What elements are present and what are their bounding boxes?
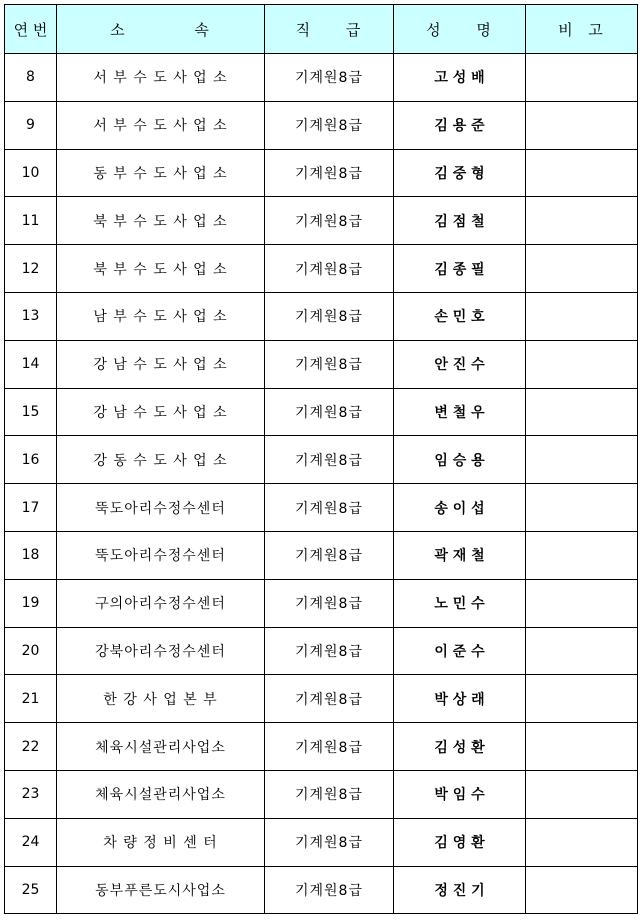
row-name: 이 준 수	[394, 627, 526, 675]
row-affiliation: 강 남 수 도 사 업 소	[57, 388, 265, 436]
row-remarks	[526, 818, 638, 866]
table-body	[5, 54, 638, 914]
table-row	[5, 245, 638, 293]
row-affiliation: 서 부 수 도 사 업 소	[57, 101, 265, 149]
row-grade: 기계원8급	[265, 101, 394, 149]
table-row	[5, 101, 638, 149]
row-name: 박 임 수	[394, 770, 526, 818]
row-name: 김 영 환	[394, 818, 526, 866]
row-name: 노 민 수	[394, 579, 526, 627]
table-row	[5, 531, 638, 579]
header-remarks: 비 고	[526, 5, 638, 54]
row-serial-number: 12	[5, 245, 57, 293]
row-affiliation: 뚝도아리수정수센터	[57, 531, 265, 579]
header-row	[5, 5, 638, 54]
row-serial-number: 22	[5, 723, 57, 771]
row-serial-number: 18	[5, 531, 57, 579]
row-name: 김 종 필	[394, 245, 526, 293]
row-grade: 기계원8급	[265, 627, 394, 675]
row-remarks	[526, 436, 638, 484]
row-grade: 기계원8급	[265, 531, 394, 579]
row-serial-number: 16	[5, 436, 57, 484]
row-remarks	[526, 579, 638, 627]
row-name: 안 진 수	[394, 340, 526, 388]
row-name: 송 이 섭	[394, 484, 526, 532]
row-affiliation: 강 동 수 도 사 업 소	[57, 436, 265, 484]
header-affiliation: 소 속	[57, 5, 265, 54]
row-affiliation: 북 부 수 도 사 업 소	[57, 197, 265, 245]
row-remarks	[526, 866, 638, 914]
row-affiliation: 뚝도아리수정수센터	[57, 484, 265, 532]
row-affiliation: 서 부 수 도 사 업 소	[57, 54, 265, 102]
header-grade: 직 급	[265, 5, 394, 54]
row-grade: 기계원8급	[265, 484, 394, 532]
row-serial-number: 8	[5, 54, 57, 102]
row-serial-number: 11	[5, 197, 57, 245]
row-remarks	[526, 770, 638, 818]
row-grade: 기계원8급	[265, 770, 394, 818]
row-remarks	[526, 149, 638, 197]
row-name: 변 철 우	[394, 388, 526, 436]
row-grade: 기계원8급	[265, 579, 394, 627]
row-remarks	[526, 197, 638, 245]
row-affiliation: 북 부 수 도 사 업 소	[57, 245, 265, 293]
row-name: 임 승 용	[394, 436, 526, 484]
row-remarks	[526, 388, 638, 436]
table-row	[5, 436, 638, 484]
row-grade: 기계원8급	[265, 292, 394, 340]
table-row	[5, 866, 638, 914]
row-affiliation: 동 부 수 도 사 업 소	[57, 149, 265, 197]
row-remarks	[526, 627, 638, 675]
row-grade: 기계원8급	[265, 245, 394, 293]
table-row	[5, 54, 638, 102]
row-serial-number: 9	[5, 101, 57, 149]
row-grade: 기계원8급	[265, 866, 394, 914]
row-affiliation: 남 부 수 도 사 업 소	[57, 292, 265, 340]
row-name: 손 민 호	[394, 292, 526, 340]
table-row	[5, 579, 638, 627]
table-row	[5, 388, 638, 436]
row-affiliation: 구의아리수정수센터	[57, 579, 265, 627]
table-row	[5, 723, 638, 771]
row-name: 김 점 철	[394, 197, 526, 245]
table-row	[5, 292, 638, 340]
row-remarks	[526, 484, 638, 532]
header-serial-number: 연 번	[5, 5, 57, 54]
row-name: 고 성 배	[394, 54, 526, 102]
table-row	[5, 149, 638, 197]
row-affiliation: 강 남 수 도 사 업 소	[57, 340, 265, 388]
row-grade: 기계원8급	[265, 340, 394, 388]
row-serial-number: 23	[5, 770, 57, 818]
table-row	[5, 818, 638, 866]
row-remarks	[526, 531, 638, 579]
row-affiliation: 체육시설관리사업소	[57, 723, 265, 771]
row-remarks	[526, 245, 638, 293]
row-grade: 기계원8급	[265, 197, 394, 245]
row-serial-number: 17	[5, 484, 57, 532]
row-remarks	[526, 292, 638, 340]
row-serial-number: 20	[5, 627, 57, 675]
row-name: 곽 재 철	[394, 531, 526, 579]
row-serial-number: 21	[5, 675, 57, 723]
row-serial-number: 15	[5, 388, 57, 436]
row-remarks	[526, 101, 638, 149]
row-serial-number: 24	[5, 818, 57, 866]
table-row	[5, 675, 638, 723]
row-affiliation: 한 강 사 업 본 부	[57, 675, 265, 723]
row-grade: 기계원8급	[265, 436, 394, 484]
table-row	[5, 627, 638, 675]
header-name: 성 명	[394, 5, 526, 54]
row-serial-number: 19	[5, 579, 57, 627]
row-name: 박 상 래	[394, 675, 526, 723]
row-affiliation: 차 량 정 비 센 터	[57, 818, 265, 866]
row-name: 김 중 형	[394, 149, 526, 197]
row-remarks	[526, 675, 638, 723]
row-serial-number: 25	[5, 866, 57, 914]
row-serial-number: 14	[5, 340, 57, 388]
row-affiliation: 체육시설관리사업소	[57, 770, 265, 818]
row-remarks	[526, 723, 638, 771]
table-row	[5, 770, 638, 818]
row-grade: 기계원8급	[265, 149, 394, 197]
row-serial-number: 10	[5, 149, 57, 197]
row-affiliation: 동부푸른도시사업소	[57, 866, 265, 914]
row-name: 김 성 환	[394, 723, 526, 771]
row-grade: 기계원8급	[265, 675, 394, 723]
row-serial-number: 13	[5, 292, 57, 340]
table-row	[5, 340, 638, 388]
row-grade: 기계원8급	[265, 723, 394, 771]
row-remarks	[526, 340, 638, 388]
personnel-table	[4, 4, 638, 914]
table-row	[5, 197, 638, 245]
row-name: 김 용 준	[394, 101, 526, 149]
table-row	[5, 484, 638, 532]
row-remarks	[526, 54, 638, 102]
row-name: 정 진 기	[394, 866, 526, 914]
row-affiliation: 강북아리수정수센터	[57, 627, 265, 675]
row-grade: 기계원8급	[265, 388, 394, 436]
row-grade: 기계원8급	[265, 54, 394, 102]
row-grade: 기계원8급	[265, 818, 394, 866]
